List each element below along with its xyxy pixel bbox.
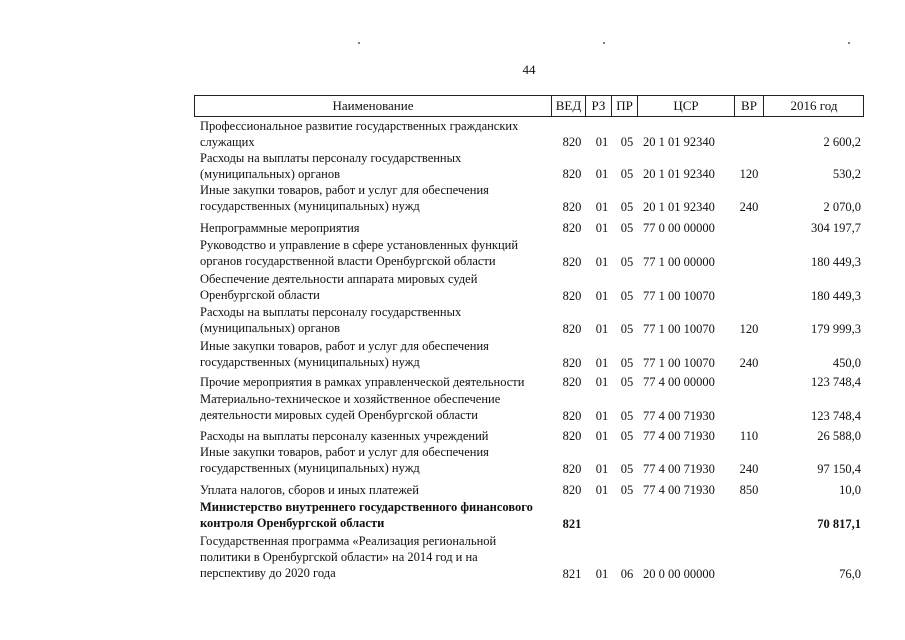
row-ved: 821 (562, 517, 582, 531)
page-number: 44 (522, 62, 536, 77)
row-sum: 76,0 (839, 567, 861, 581)
row-pr: 05 (620, 462, 634, 476)
row-pr: 05 (620, 429, 634, 443)
header-year: 2016 год (790, 98, 838, 113)
row-name: Расходы на выплаты персоналу казенных учреждений (200, 429, 489, 443)
row-rz: 01 (595, 322, 609, 336)
header-vr: ВР (741, 98, 757, 113)
header-rz: РЗ (591, 98, 606, 113)
row-pr: 05 (620, 289, 634, 303)
table-row (0, 237, 905, 270)
row-ved: 820 (562, 221, 582, 235)
table-row (0, 118, 905, 150)
row-sum: 179 999,3 (811, 322, 861, 336)
row-rz: 01 (595, 221, 609, 235)
row-vr: 850 (739, 483, 759, 497)
row-vr: 110 (739, 429, 759, 443)
row-sum: 2 600,2 (823, 135, 861, 149)
row-name: Министерство внутреннего государственного финансового контроля Оренбургской области (200, 500, 533, 530)
row-ved: 820 (562, 167, 582, 181)
row-sum: 304 197,7 (811, 221, 861, 235)
row-csr: 77 4 00 71930 (643, 483, 715, 497)
row-pr: 05 (620, 483, 634, 497)
row-csr: 77 1 00 00000 (643, 255, 715, 269)
row-vr: 240 (739, 200, 759, 214)
row-sum: 123 748,4 (811, 375, 861, 389)
row-sum: 10,0 (839, 483, 861, 497)
table-row (0, 391, 905, 424)
row-ved: 820 (562, 375, 582, 389)
row-sum: 530,2 (832, 167, 861, 181)
table-row (0, 444, 905, 477)
row-csr: 77 4 00 71930 (643, 429, 715, 443)
row-name: Уплата налогов, сборов и иных платежей (200, 483, 419, 497)
row-sum: 70 817,1 (817, 517, 861, 531)
header-csr: ЦСР (673, 98, 699, 113)
row-pr: 06 (620, 567, 634, 581)
table-row (0, 304, 905, 337)
row-csr: 77 0 00 00000 (643, 221, 715, 235)
row-pr: 05 (620, 409, 634, 423)
row-rz: 01 (595, 567, 609, 581)
row-sum: 2 070,0 (823, 200, 861, 214)
row-ved: 820 (562, 462, 582, 476)
row-ved: 820 (562, 483, 582, 497)
row-name: Непрограммные мероприятия (200, 221, 360, 235)
scan-speck (603, 42, 605, 44)
row-rz: 01 (595, 200, 609, 214)
row-rz: 01 (595, 409, 609, 423)
header-pr: ПР (616, 98, 633, 113)
row-csr: 77 4 00 71930 (643, 462, 715, 476)
row-sum: 123 748,4 (811, 409, 861, 423)
row-rz: 01 (595, 483, 609, 497)
row-pr: 05 (620, 255, 634, 269)
row-sum: 97 150,4 (817, 462, 861, 476)
table-row (0, 482, 905, 498)
row-name: Материально-техническое и хозяйственное обеспечение деятельности мировых судей Оренбургской области (200, 392, 501, 422)
row-vr: 240 (739, 356, 759, 370)
row-name: Профессиональное развитие государственных гражданских служащих (200, 119, 519, 149)
row-csr: 77 4 00 71930 (643, 409, 715, 423)
row-name: Государственная программа «Реализация региональной политики в Оренбургской области» на 2014 год и на перспективу до 2020 года (200, 534, 497, 580)
row-ved: 820 (562, 200, 582, 214)
row-name: Иные закупки товаров, работ и услуг для обеспечения государственных (муниципальных) нужд (200, 183, 489, 213)
row-ved: 820 (562, 255, 582, 269)
table-row (0, 150, 905, 182)
row-pr: 05 (620, 221, 634, 235)
table-row (0, 220, 905, 236)
table-row (0, 182, 905, 215)
scan-speck (358, 42, 360, 44)
row-name: Руководство и управление в сфере установленных функций органов государственной власти Оренбургской области (200, 238, 519, 268)
table-header (194, 95, 864, 117)
row-csr: 77 4 00 00000 (643, 375, 715, 389)
row-sum: 450,0 (832, 356, 861, 370)
row-pr: 05 (620, 356, 634, 370)
table-row (0, 533, 905, 582)
row-rz: 01 (595, 462, 609, 476)
row-csr: 20 1 01 92340 (643, 200, 715, 214)
row-name: Иные закупки товаров, работ и услуг для обеспечения государственных (муниципальных) нужд (200, 339, 489, 369)
row-vr: 240 (739, 462, 759, 476)
row-ved: 821 (562, 567, 582, 581)
row-rz: 01 (595, 429, 609, 443)
row-sum: 180 449,3 (811, 255, 861, 269)
row-name: Расходы на выплаты персоналу государственных (муниципальных) органов (200, 151, 462, 181)
row-name: Прочие мероприятия в рамках управленческой деятельности (200, 375, 525, 389)
row-ved: 820 (562, 429, 582, 443)
row-name: Обеспечение деятельности аппарата мировых судей Оренбургской области (200, 272, 478, 302)
row-csr: 20 1 01 92340 (643, 167, 715, 181)
row-ved: 820 (562, 356, 582, 370)
header-name: Наименование (332, 98, 414, 113)
row-name: Расходы на выплаты персоналу государственных (муниципальных) органов (200, 305, 462, 335)
table-row (0, 271, 905, 304)
row-rz: 01 (595, 255, 609, 269)
table-row (0, 428, 905, 444)
row-pr: 05 (620, 167, 634, 181)
row-ved: 820 (562, 135, 582, 149)
row-csr: 77 1 00 10070 (643, 356, 715, 370)
row-rz: 01 (595, 375, 609, 389)
row-csr: 77 1 00 10070 (643, 289, 715, 303)
row-rz: 01 (595, 167, 609, 181)
row-rz: 01 (595, 356, 609, 370)
row-pr: 05 (620, 200, 634, 214)
row-rz: 01 (595, 135, 609, 149)
row-rz: 01 (595, 289, 609, 303)
table-row (0, 338, 905, 371)
row-name: Иные закупки товаров, работ и услуг для обеспечения государственных (муниципальных) нужд (200, 445, 489, 475)
row-ved: 820 (562, 322, 582, 336)
row-pr: 05 (620, 375, 634, 389)
table-row (0, 499, 905, 532)
row-ved: 820 (562, 409, 582, 423)
row-sum: 180 449,3 (811, 289, 861, 303)
row-pr: 05 (620, 135, 634, 149)
row-vr: 120 (739, 322, 759, 336)
header-ved: ВЕД (555, 98, 582, 113)
scan-speck (848, 42, 850, 44)
table-row (0, 374, 905, 390)
row-csr: 20 1 01 92340 (643, 135, 715, 149)
row-sum: 26 588,0 (817, 429, 861, 443)
row-csr: 20 0 00 00000 (643, 567, 715, 581)
row-pr: 05 (620, 322, 634, 336)
row-vr: 120 (739, 167, 759, 181)
row-csr: 77 1 00 10070 (643, 322, 715, 336)
row-ved: 820 (562, 289, 582, 303)
